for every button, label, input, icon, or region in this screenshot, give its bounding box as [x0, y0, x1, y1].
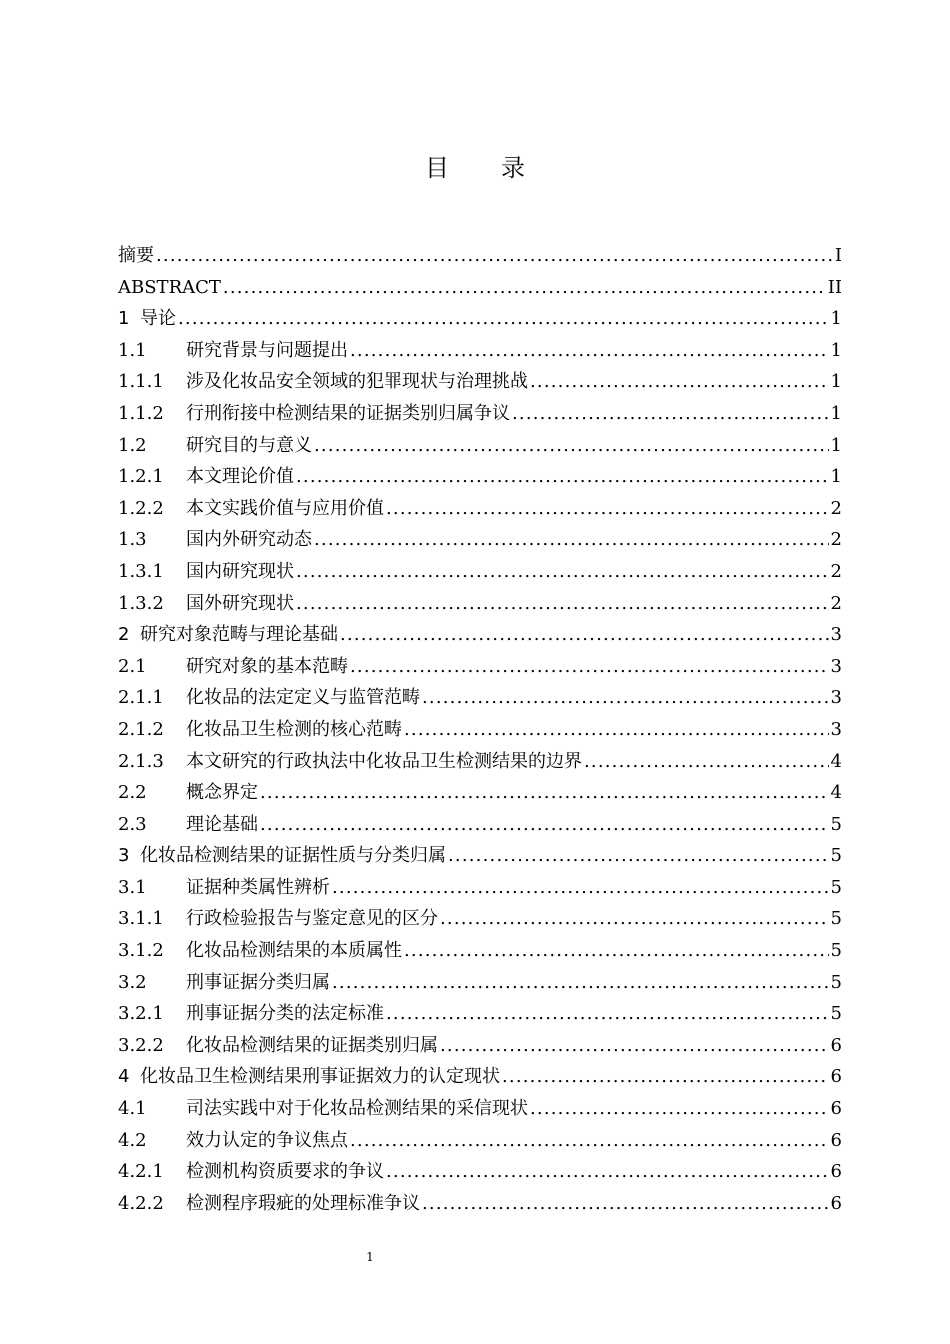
toc-entry[interactable] — [118, 1156, 842, 1188]
dot-leader — [156, 240, 833, 272]
toc-entry-number: 2.2 — [118, 782, 147, 804]
dot-leader — [350, 1125, 829, 1157]
toc-entry-page: 3 — [830, 718, 842, 740]
toc-entry-title: 化妆品卫生检测结果刑事证据效力的认定现状 — [140, 1066, 500, 1088]
dot-leader — [332, 872, 829, 904]
toc-entry-page: 5 — [830, 940, 842, 962]
toc-entry-page: 4 — [830, 782, 842, 804]
toc-entry-title: 效力认定的争议焦点 — [186, 1129, 348, 1151]
toc-entry-number: 2.1 — [118, 655, 147, 677]
dot-leader — [260, 809, 829, 841]
toc-entry[interactable] — [118, 682, 842, 714]
toc-entry[interactable] — [118, 240, 842, 272]
toc-entry-page: I — [834, 245, 842, 266]
toc-entry-title: 化妆品检测结果的证据性质与分类归属 — [140, 845, 446, 867]
toc-entry-number: 1.2.1 — [118, 466, 164, 488]
toc-entry[interactable] — [118, 272, 842, 304]
toc-entry-page: 5 — [830, 813, 842, 835]
toc-entry-page: 2 — [830, 529, 842, 551]
dot-leader — [386, 998, 829, 1030]
toc-entry-page: 3 — [830, 624, 842, 646]
dot-leader — [404, 714, 829, 746]
toc-entry-page: 5 — [830, 845, 842, 867]
toc-entry-page: 2 — [830, 592, 842, 614]
toc-entry-page: 6 — [830, 1129, 842, 1151]
toc-entry-page: 6 — [830, 1161, 842, 1183]
toc-entry[interactable] — [118, 461, 842, 493]
toc-entry-number: 2.3 — [118, 813, 147, 835]
toc-entry-title: 本文实践价值与应用价值 — [186, 497, 384, 519]
toc-entry-page: 5 — [830, 908, 842, 930]
toc-entry-page: 1 — [830, 434, 842, 456]
dot-leader — [530, 366, 829, 398]
toc-entry[interactable] — [118, 1061, 842, 1093]
toc-entry[interactable] — [118, 556, 842, 588]
toc-entry-number: 1.1 — [118, 339, 147, 361]
toc-entry-number: 4.2.1 — [118, 1161, 164, 1183]
dot-leader — [584, 746, 829, 778]
toc-entry[interactable] — [118, 1030, 842, 1062]
toc-entry-number: 3 — [118, 845, 130, 867]
toc-entry-number: 4 — [118, 1066, 130, 1088]
toc-entry-number: 3.1 — [118, 876, 147, 898]
toc-entry[interactable] — [118, 651, 842, 683]
toc-entry[interactable] — [118, 840, 842, 872]
toc-entry[interactable] — [118, 935, 842, 967]
toc-entry[interactable] — [118, 746, 842, 778]
dot-leader — [530, 1093, 829, 1125]
toc-entry-title: 概念界定 — [186, 782, 258, 804]
dot-leader — [440, 1030, 829, 1062]
toc-entry-page: 5 — [830, 1003, 842, 1025]
dot-leader — [296, 588, 829, 620]
toc-entry-title: 检测机构资质要求的争议 — [186, 1161, 384, 1183]
toc-entry-title: 刑事证据分类的法定标准 — [186, 1003, 384, 1025]
toc-entry-number: 1.1.1 — [118, 371, 164, 393]
toc-entry-title: 行政检验报告与鉴定意见的区分 — [186, 908, 438, 930]
dot-leader — [422, 1188, 829, 1220]
toc-entry-page: 6 — [830, 1066, 842, 1088]
toc-entry-number: 3.2 — [118, 971, 147, 993]
toc-entry-number: 1.3.1 — [118, 560, 164, 582]
dot-leader — [386, 493, 829, 525]
dot-leader — [178, 303, 829, 335]
toc-title-char-2: 录 — [501, 154, 525, 182]
toc-entry[interactable] — [118, 1188, 842, 1220]
toc-entry[interactable] — [118, 1093, 842, 1125]
toc-entry[interactable] — [118, 430, 842, 462]
toc-entry[interactable] — [118, 903, 842, 935]
dot-leader — [350, 335, 829, 367]
toc-entry-title: 理论基础 — [186, 813, 258, 835]
dot-leader — [296, 556, 829, 588]
toc-entry[interactable] — [118, 777, 842, 809]
dot-leader — [314, 430, 829, 462]
toc-entry[interactable] — [118, 809, 842, 841]
toc-entry-number: 2.1.1 — [118, 687, 164, 709]
toc-entry-number: 3.1.2 — [118, 940, 164, 962]
toc-entry-title: 化妆品检测结果的证据类别归属 — [186, 1034, 438, 1056]
toc-entry-number: 2.1.3 — [118, 750, 164, 772]
toc-entry-title: 国内研究现状 — [186, 560, 294, 582]
toc-entry-title: 研究目的与意义 — [186, 434, 312, 456]
toc-title-char-1: 目 — [425, 154, 449, 182]
toc-entry-page: 3 — [830, 687, 842, 709]
toc-entry-number: 4.2.2 — [118, 1192, 164, 1214]
toc-entry[interactable] — [118, 366, 842, 398]
toc-entry-number: 1 — [118, 308, 130, 330]
toc-entry-page: 1 — [830, 466, 842, 488]
dot-leader — [296, 461, 829, 493]
dot-leader — [422, 682, 829, 714]
toc-entry[interactable] — [118, 998, 842, 1030]
toc-entry-title: 涉及化妆品安全领域的犯罪现状与治理挑战 — [186, 371, 528, 393]
dot-leader — [512, 398, 829, 430]
toc-entry-title: 研究背景与问题提出 — [186, 339, 348, 361]
toc-entry-page: 4 — [830, 750, 842, 772]
toc-entry-title: 行刑衔接中检测结果的证据类别归属争议 — [186, 402, 510, 424]
toc-entry-page: 6 — [830, 1034, 842, 1056]
toc-entry[interactable] — [118, 714, 842, 746]
toc-entry[interactable] — [118, 619, 842, 651]
toc-entry-number: 3.1.1 — [118, 908, 164, 930]
toc-entry-number: 1.2.2 — [118, 497, 164, 519]
toc-entry-page: 1 — [830, 402, 842, 424]
dot-leader — [404, 935, 829, 967]
toc-entry-title: 国内外研究动态 — [186, 529, 312, 551]
toc-entry-page: 2 — [830, 497, 842, 519]
toc-entry-title: 本文研究的行政执法中化妆品卫生检测结果的边界 — [186, 750, 582, 772]
table-of-contents — [118, 240, 842, 1219]
dot-leader — [260, 777, 829, 809]
toc-entry-title: 本文理论价值 — [186, 466, 294, 488]
toc-entry-title: ABSTRACT — [118, 276, 221, 298]
toc-entry[interactable] — [118, 398, 842, 430]
toc-title — [0, 148, 950, 183]
toc-entry[interactable] — [118, 303, 842, 335]
toc-entry[interactable] — [118, 524, 842, 556]
toc-entry-title: 检测程序瑕疵的处理标准争议 — [186, 1192, 420, 1214]
dot-leader — [448, 840, 829, 872]
toc-entry-page: 3 — [830, 655, 842, 677]
toc-entry-number: 3.2.2 — [118, 1034, 164, 1056]
toc-entry-number: 1.2 — [118, 434, 147, 456]
toc-entry-number: 4.2 — [118, 1129, 147, 1151]
toc-entry-page: 1 — [830, 308, 842, 330]
toc-entry-title: 司法实践中对于化妆品检测结果的采信现状 — [186, 1098, 528, 1120]
dot-leader — [223, 272, 826, 304]
toc-entry-title: 摘要 — [118, 245, 154, 266]
toc-entry[interactable] — [118, 493, 842, 525]
toc-entry[interactable] — [118, 967, 842, 999]
toc-entry-page: II — [827, 276, 842, 298]
dot-leader — [332, 967, 829, 999]
toc-entry[interactable] — [118, 872, 842, 904]
toc-entry[interactable] — [118, 335, 842, 367]
toc-entry-title: 研究对象的基本范畴 — [186, 655, 348, 677]
dot-leader — [386, 1156, 829, 1188]
toc-entry-title: 刑事证据分类归属 — [186, 971, 330, 993]
dot-leader — [350, 651, 829, 683]
toc-entry-title: 化妆品检测结果的本质属性 — [186, 940, 402, 962]
toc-entry-title: 化妆品卫生检测的核心范畴 — [186, 718, 402, 740]
toc-entry-title: 导论 — [140, 308, 176, 330]
toc-entry-number: 4.1 — [118, 1098, 147, 1120]
toc-entry-page: 5 — [830, 876, 842, 898]
toc-entry-number: 2 — [118, 624, 130, 646]
toc-entry[interactable] — [118, 588, 842, 620]
toc-entry-page: 5 — [830, 971, 842, 993]
toc-entry-title: 化妆品的法定定义与监管范畴 — [186, 687, 420, 709]
toc-entry-title: 证据种类属性辨析 — [186, 876, 330, 898]
toc-entry-page: 1 — [830, 339, 842, 361]
toc-entry-title: 国外研究现状 — [186, 592, 294, 614]
dot-leader — [440, 903, 829, 935]
toc-entry-number: 3.2.1 — [118, 1003, 164, 1025]
dot-leader — [314, 524, 829, 556]
dot-leader — [502, 1061, 829, 1093]
toc-entry-number: 1.3.2 — [118, 592, 164, 614]
toc-entry-number: 1.1.2 — [118, 402, 164, 424]
toc-entry-number: 2.1.2 — [118, 718, 164, 740]
toc-entry-page: 6 — [830, 1192, 842, 1214]
toc-entry-page: 2 — [830, 560, 842, 582]
page-number: 1 — [366, 1250, 374, 1264]
dot-leader — [340, 619, 829, 651]
toc-entry-page: 6 — [830, 1098, 842, 1120]
toc-entry-page: 1 — [830, 371, 842, 393]
toc-entry-number: 1.3 — [118, 529, 147, 551]
toc-entry[interactable] — [118, 1125, 842, 1157]
toc-entry-title: 研究对象范畴与理论基础 — [140, 624, 338, 646]
